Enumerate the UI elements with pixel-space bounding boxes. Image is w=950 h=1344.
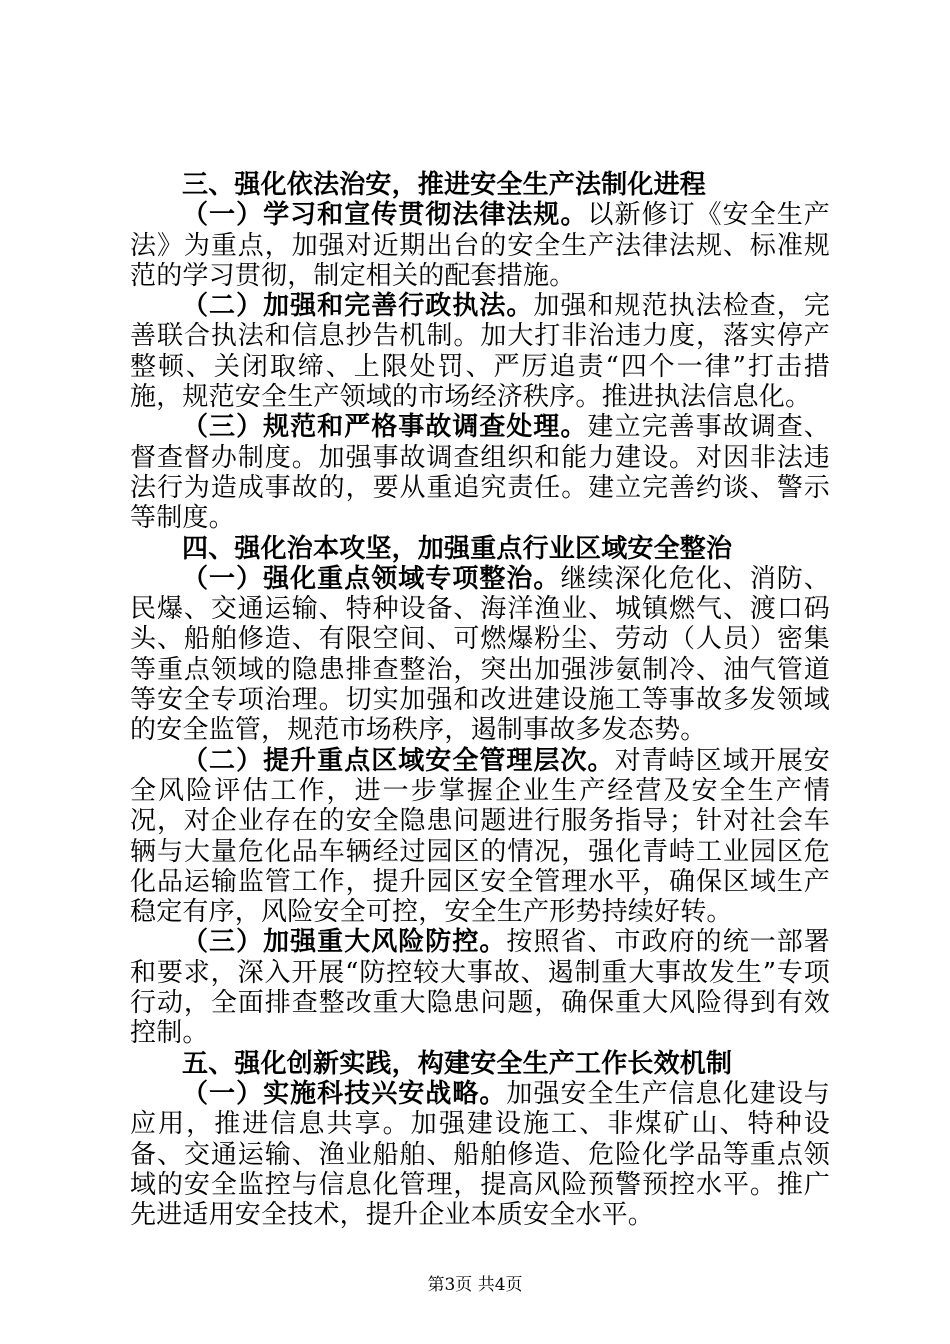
paragraph: [130, 927, 830, 1048]
page-number-footer: 第3页 共4页: [427, 1275, 523, 1295]
paragraph-text: 建立完善事故调查、督查督办制度。加强事故调查组织和能力建设。对因非法违法行为造成事故的，要从重追究责任。建立完善约谈、警示等制度。: [130, 412, 830, 534]
paragraph-text: 按照省、市政府的统一部署和要求，深入开展“防控较大事故、遏制重大事故发生”专项行动，全面排查整改重大隐患问题，确保重大风险得到有效控制。: [130, 927, 830, 1049]
paragraph: [130, 291, 830, 412]
paragraph-text: 对青峙区域开展安全风险评估工作，进一步掌握企业生产经营及安全生产情况，对企业存在的安全隐患问题进行服务指导；针对社会车辆与大量危化品车辆经过园区的情况，强化青峙工业园区危化品运输监管工作，提升园区安全管理水平，确保区域生产稳定有序，风险安全可控，安全生产形势持续好转。: [130, 745, 831, 928]
paragraph-text: 继续深化危化、消防、民爆、交通运输、特种设备、海洋渔业、城镇燃气、渡口码头、船舶修造、有限空间、可燃爆粉尘、劳动（人员）密集等重点领域的隐患排查整治，突出加强涉氨制冷、油气管道等安全专项治理。切实加强和改进建设施工等事故多发领域的安全监管，规范市场秩序，遏制事故多发态势。: [130, 563, 830, 746]
paragraph-lead: （二）提升重点区域安全管理层次。: [182, 745, 615, 776]
section-heading: 三、强化依法治安，推进安全生产法制化进程: [182, 170, 707, 200]
paragraph-text: 以新修订《安全生产法》为重点，加强对近期出台的安全生产法律法规、标准规范的学习贯彻，制定相关的配套措施。: [130, 200, 830, 291]
paragraph-lead: （一）实施科技兴安战略。: [182, 1078, 507, 1109]
paragraph-lead: （三）规范和严格事故调查处理。: [182, 412, 588, 443]
document-body: [130, 170, 830, 1230]
paragraph: [130, 564, 830, 746]
paragraph: [130, 1079, 830, 1230]
paragraph-lead: （一）强化重点领域专项整治。: [182, 563, 561, 594]
paragraph: [130, 746, 830, 928]
paragraph-text: 加强安全生产信息化建设与应用，推进信息共享。加强建设施工、非煤矿山、特种设备、交通运输、渔业船舶、船舶修造、危险化学品等重点领域的安全监控与信息化管理，提高风险预警预控水平。推广先进适用安全技术，提升企业本质安全水平。: [130, 1078, 830, 1231]
paragraph-lead: （三）加强重大风险防控。: [182, 927, 507, 958]
section-heading: 五、强化创新实践，构建安全生产工作长效机制: [182, 1048, 733, 1079]
paragraph: [130, 200, 830, 291]
paragraph-lead: （一）学习和宣传贯彻法律法规。: [182, 200, 588, 231]
section-heading: 四、强化治本攻坚，加强重点行业区域安全整治: [182, 533, 733, 564]
paragraph: [130, 412, 830, 533]
paragraph-text: 加强和规范执法检查，完善联合执法和信息抄告机制。加大打非治违力度，落实停产整顿、关闭取缔、上限处罚、严厉追责“四个一律”打击措施，规范安全生产领域的市场经济秩序。推进执法信息化。: [130, 291, 830, 413]
paragraph-lead: （二）加强和完善行政执法。: [182, 291, 534, 322]
